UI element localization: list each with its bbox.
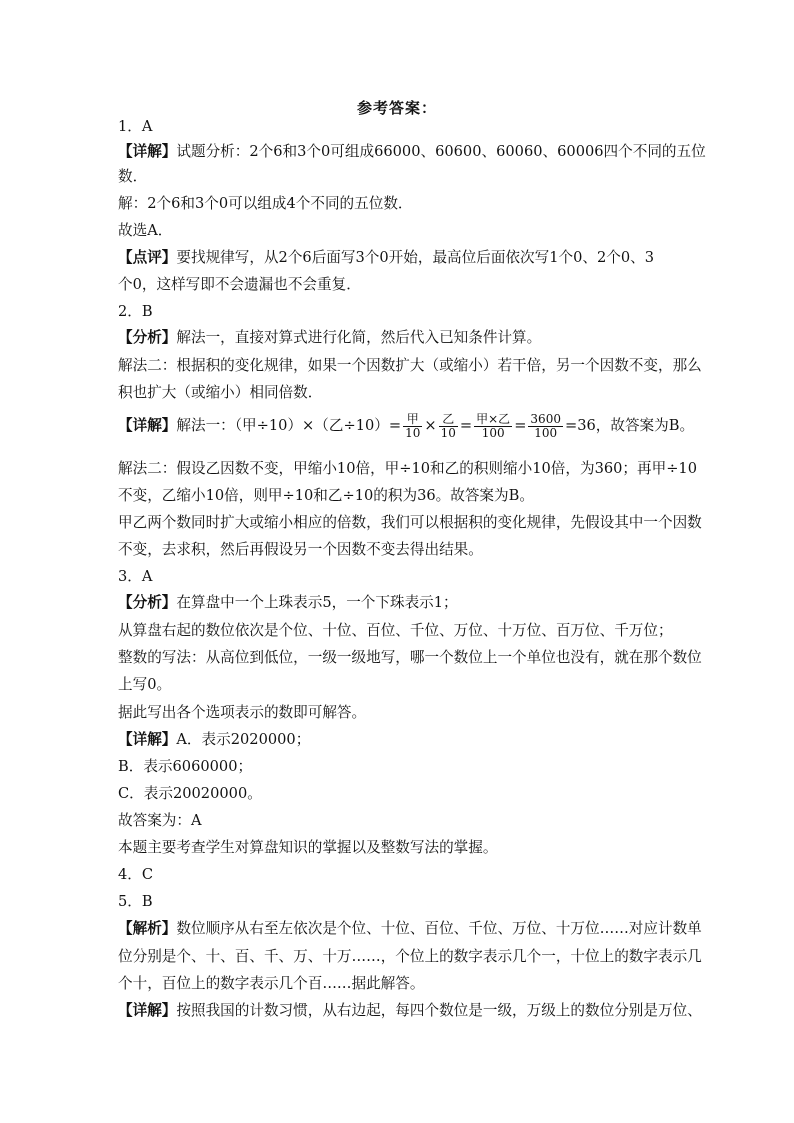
fraction-denominator: 10: [405, 425, 421, 440]
q3-final: 故答案为：A: [118, 812, 202, 829]
q3-detail: [118, 730, 310, 750]
q1-detail-cont: 数．: [118, 168, 148, 185]
tag-detail: 【详解】: [118, 1002, 177, 1019]
fraction-3600-100: [528, 413, 563, 440]
fraction-numerator: 甲: [403, 413, 422, 427]
q5-explanation: [118, 919, 702, 939]
q5-explanation-cont2: 个十，百位上的数字表示几个百……据此解答。: [118, 975, 425, 992]
tag-explanation: 【解析】: [118, 920, 177, 937]
q4-answer: 4．C: [118, 866, 154, 883]
q3-analysis-text: 在算盘中一个上珠表示5，一个下珠表示1；: [176, 594, 458, 611]
q1-detail: [118, 142, 706, 162]
q5-explanation-text: 数位顺序从右至左依次是个位、十位、百位、千位、万位、十万位……对应计数单: [176, 920, 702, 937]
fraction-numerator: 3600: [530, 411, 561, 426]
q3-hint: 据此写出各个选项表示的数即可解答。: [118, 704, 367, 721]
q1-answer: 1．A: [118, 118, 153, 135]
q3-option-b: B．表示6060000；: [118, 758, 253, 775]
q1-comment-cont: 个0，这样写即不会遗漏也不会重复．: [118, 276, 361, 293]
fraction-yi-10: [439, 413, 458, 440]
q2-summary-cont: 不变，去求积，然后再假设另一个因数不变去得出结果。: [118, 541, 483, 558]
q2-method2-detail-cont: 不变，乙缩小10倍，则甲÷10和乙÷10的积为36。故答案为B。: [118, 487, 534, 504]
tag-detail: 【详解】: [118, 143, 177, 160]
q5-detail: [118, 1001, 702, 1021]
fraction-numerator: 乙: [439, 413, 458, 427]
q2-analysis-text: 解法一，直接对算式进行化简，然后代入已知条件计算。: [176, 329, 542, 346]
q2-method2-detail: 解法二：假设乙因数不变，甲缩小10倍，甲÷10和乙的积则缩小10倍，为360；再甲÷10: [118, 460, 697, 477]
q3-summary: 本题主要考查学生对算盘知识的掌握以及整数写法的掌握。: [118, 839, 498, 856]
q2-analysis: [118, 328, 541, 348]
q1-comment-text: 要找规律写，从2个6后面写3个0开始，最高位后面依次写1个0、2个0、3: [176, 249, 654, 266]
q3-option-c: C．表示20020000。: [118, 785, 262, 802]
q1-detail-text: 试题分析：2个6和3个0可组成66000、60600、60060、60006四个不同的五位: [176, 143, 706, 160]
q3-answer: 3．A: [118, 568, 153, 585]
equals-sign: =: [514, 417, 527, 434]
q5-answer: 5．B: [118, 893, 153, 910]
tag-analysis: 【分析】: [118, 329, 177, 346]
q3-option-a: A．表示2020000；: [176, 731, 311, 748]
q3-positions: 从算盘右起的数位依次是个位、十位、百位、千位、万位、十万位、百万位、千万位；: [118, 622, 673, 639]
tag-detail: 【详解】: [118, 731, 177, 748]
formula-end: =36，故答案为B。: [564, 417, 695, 434]
tag-analysis: 【分析】: [118, 594, 177, 611]
fraction-jia-10: [403, 413, 422, 440]
fraction-product-100: [474, 413, 512, 440]
times-sign: ×: [424, 417, 437, 434]
fraction-denominator: 100: [534, 425, 558, 440]
q2-method2-cont: 积也扩大（或缩小）相同倍数．: [118, 384, 323, 401]
q2-method2: 解法二：根据积的变化规律，如果一个因数扩大（或缩小）若干倍，另一个因数不变，那么: [118, 357, 702, 374]
q5-detail-text: 按照我国的计数习惯，从右边起，每四个数位是一级，万级上的数位分别是万位、: [176, 1002, 702, 1019]
fraction-numerator: 甲×乙: [476, 411, 511, 426]
tag-detail: 【详解】: [118, 417, 177, 434]
equals-sign: =: [459, 417, 473, 434]
page-title: 参考答案：: [356, 99, 437, 117]
q1-choice: 故选A．: [118, 222, 173, 239]
tag-comment: 【点评】: [118, 249, 177, 266]
q2-summary: 甲乙两个数同时扩大或缩小相应的倍数，我们可以根据积的变化规律，先假设其中一个因数: [118, 514, 702, 531]
q1-comment: [118, 248, 654, 268]
q2-detail-formula: [118, 412, 694, 440]
q2-answer: 2．B: [118, 303, 153, 320]
q3-writing-rule-cont: 上写0。: [118, 676, 172, 693]
q3-writing-rule: 整数的写法：从高位到低位，一级一级地写，哪一个数位上一个单位也没有，就在那个数位: [118, 649, 702, 666]
q5-explanation-cont1: 位分别是个、十、百、千、万、十万……，个位上的数字表示几个一，十位上的数字表示几: [118, 948, 702, 965]
fraction-denominator: 100: [481, 425, 505, 440]
formula-start: 解法一：（甲÷10）×（乙÷10）=: [176, 417, 402, 434]
q3-analysis: [118, 593, 458, 613]
fraction-denominator: 10: [440, 425, 456, 440]
q1-solution: 解：2个6和3个0可以组成4个不同的五位数．: [118, 195, 413, 212]
